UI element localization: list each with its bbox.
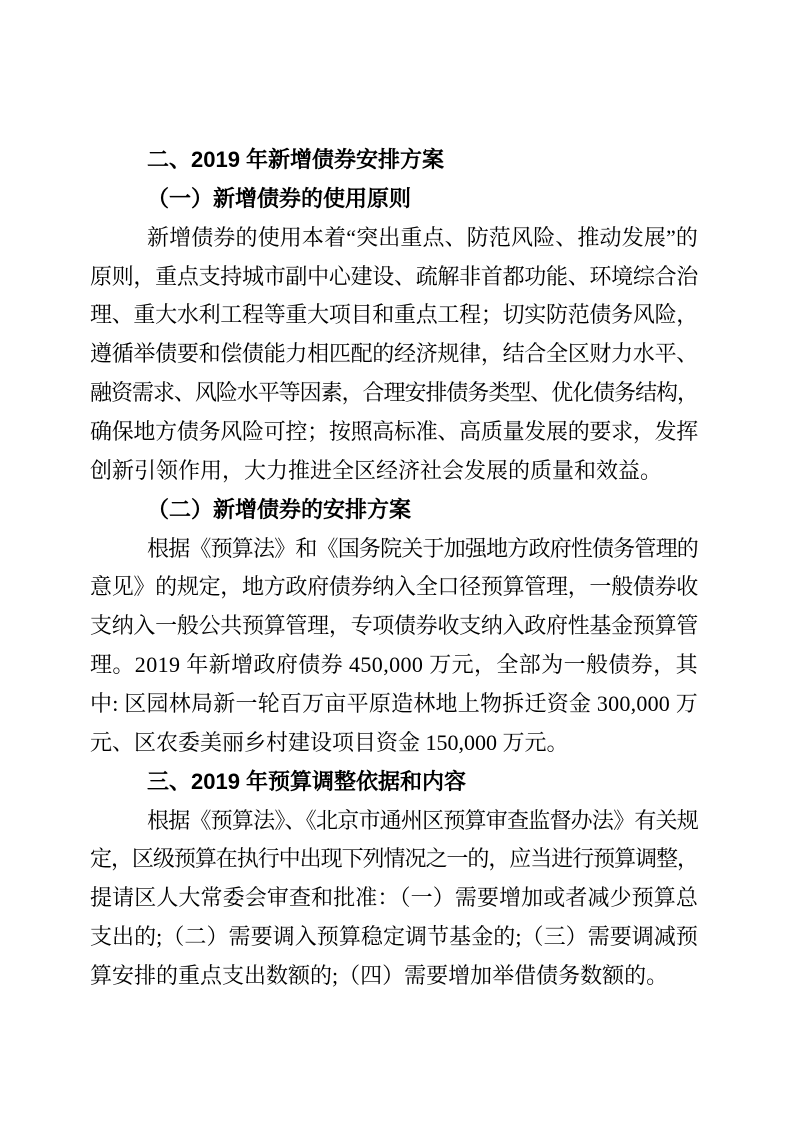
body-line xyxy=(90,918,698,957)
subsection-heading-2 xyxy=(90,491,698,530)
body-line-text: 意见》的规定，地方政府债券纳入全口径预算管理，一般债券收 xyxy=(90,574,698,600)
body-line xyxy=(90,452,698,491)
body-line xyxy=(90,607,698,646)
body-line xyxy=(90,568,698,607)
body-line-text: 理。2019 年新增政府债券 450,000 万元，全部为一般债券，其 xyxy=(90,652,699,678)
body-line xyxy=(90,258,698,297)
body-line xyxy=(90,296,698,335)
document-body xyxy=(90,141,698,996)
body-line-text: 创新引领作用，大力推进全区经济社会发展的质量和效益。 xyxy=(90,457,663,483)
body-line-text: 遵循举债要和偿债能力相匹配的经济规律，结合全区财力水平、 xyxy=(90,341,698,367)
body-line-text: 根据《预算法》、《北京市通州区预算审查监督办法》有关规 xyxy=(147,807,698,833)
section-heading-3-text: 三、2019 年预算调整依据和内容 xyxy=(147,768,467,794)
body-line xyxy=(90,335,698,374)
body-line-text: 定，区级预算在执行中出现下列情况之一的，应当进行预算调整， xyxy=(90,846,698,872)
body-line-text: 提请区人大常委会审查和批准：（一）需要增加或者减少预算总 xyxy=(90,885,698,911)
body-line xyxy=(90,879,698,918)
body-line xyxy=(90,685,698,724)
body-line-text: 支出的;（二）需要调入预算稳定调节基金的;（三）需要调减预 xyxy=(90,924,698,950)
body-line xyxy=(90,840,698,879)
body-line xyxy=(90,219,698,258)
body-line-text: 支纳入一般公共预算管理，专项债券收支纳入政府性基金预算管 xyxy=(90,613,698,639)
body-line-text: 新增债券的使用本着“突出重点、防范风险、推动发展”的 xyxy=(147,224,698,250)
body-line xyxy=(90,802,698,841)
body-line xyxy=(90,957,698,996)
body-line-text: 算安排的重点支出数额的;（四）需要增加举借债务数额的。 xyxy=(90,963,669,989)
section-heading-3 xyxy=(90,763,698,802)
body-line-text: 原则，重点支持城市副中心建设、疏解非首都功能、环境综合治 xyxy=(90,263,698,289)
subsection-heading-1-text: （一）新增债券的使用原则 xyxy=(147,185,412,211)
body-line xyxy=(90,374,698,413)
body-line-text: 融资需求、风险水平等因素，合理安排债务类型、优化债务结构， xyxy=(90,380,698,406)
body-line xyxy=(90,724,698,763)
body-line-text: 根据《预算法》和《国务院关于加强地方政府性债务管理的 xyxy=(147,535,698,561)
section-heading-2-text: 二、2019 年新增债券安排方案 xyxy=(147,147,445,172)
subsection-heading-1 xyxy=(90,180,698,219)
body-line-text: 确保地方债务风险可控；按照高标准、高质量发展的要求，发挥 xyxy=(90,419,698,445)
body-line-text: 元、区农委美丽乡村建设项目资金 150,000 万元。 xyxy=(90,729,569,755)
subsection-heading-2-text: （二）新增债券的安排方案 xyxy=(147,496,412,522)
body-line-text: 中: 区园林局新一轮百万亩平原造林地上物拆迁资金 300,000 万 xyxy=(90,691,699,717)
body-line-text: 理、重大水利工程等重大项目和重点工程；切实防范债务风险， xyxy=(90,302,698,328)
body-line xyxy=(90,530,698,569)
section-heading-2 xyxy=(90,141,698,180)
body-line xyxy=(90,413,698,452)
body-line xyxy=(90,646,698,685)
